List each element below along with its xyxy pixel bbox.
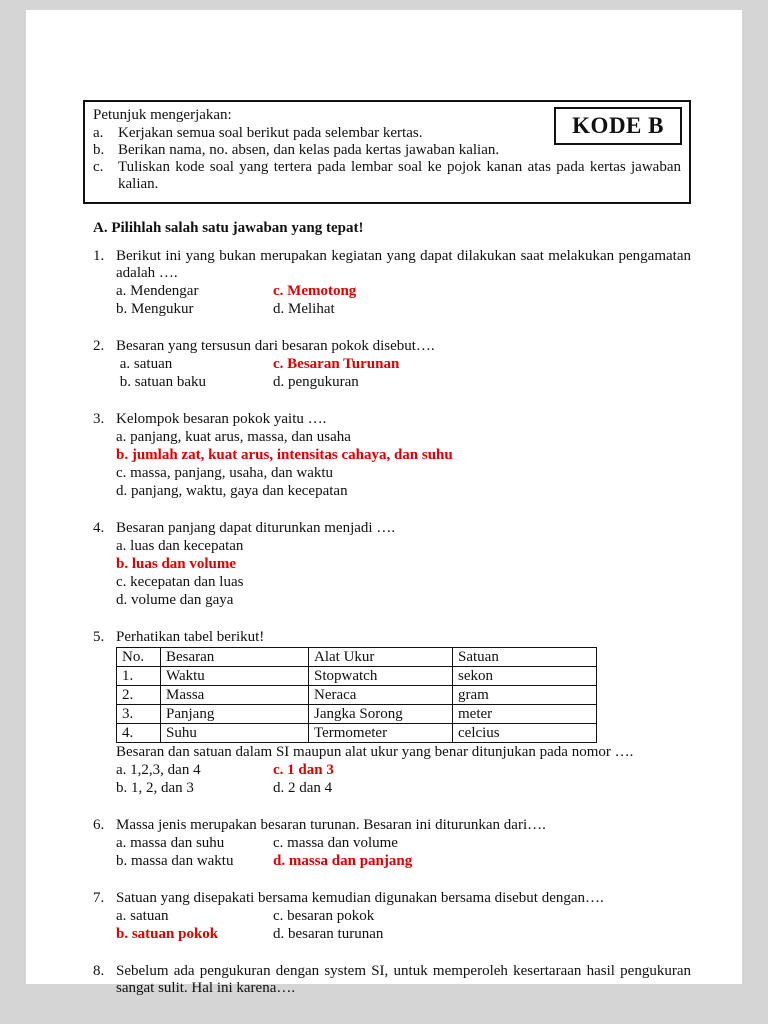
- table-cell: 3.: [117, 705, 161, 724]
- option-b: b. jumlah zat, kuat arus, intensitas cahaya, dan suhu: [116, 447, 453, 463]
- table-cell: sekon: [453, 667, 597, 686]
- question-body: [116, 338, 691, 391]
- option-a: a. massa dan suhu: [116, 835, 225, 851]
- question-follow-text: Besaran dan satuan dalam SI maupun alat ukur yang benar ditunjukan pada nomor ….: [116, 744, 634, 760]
- table-cell: Neraca: [309, 686, 453, 705]
- question-text: Berikut ini yang bukan merupakan kegiatan yang dapat dilakukan saat melakukan pengamatan adalah ….: [116, 248, 691, 281]
- option-c: c. massa dan volume: [273, 835, 398, 851]
- option-d: d. besaran turunan: [273, 926, 384, 942]
- instruction-item-text: Berikan nama, no. absen, dan kelas pada kertas jawaban kalian.: [118, 142, 500, 158]
- option-b: b. 1, 2, dan 3: [116, 780, 194, 796]
- option-a: a. Mendengar: [116, 283, 199, 299]
- instruction-box: [83, 100, 691, 204]
- option-c: c. massa, panjang, usaha, dan waktu: [116, 465, 334, 481]
- question-number: 6.: [93, 817, 105, 833]
- option-a: a. panjang, kuat arus, massa, dan usaha: [116, 429, 351, 445]
- exam-sheet-page: [26, 10, 742, 996]
- question-7: [93, 890, 691, 943]
- options-grid: [116, 907, 691, 943]
- options-list: [116, 537, 691, 609]
- question-text: Kelompok besaran pokok yaitu ….: [116, 411, 327, 427]
- table-cell: Waktu: [161, 667, 309, 686]
- question-6: [93, 817, 691, 870]
- question-2: [93, 338, 691, 391]
- option-c: c. 1 dan 3: [273, 762, 334, 778]
- question-5: [93, 629, 691, 797]
- options-grid: [116, 355, 691, 391]
- instruction-item-text: Tuliskan kode soal yang tertera pada lembar soal ke pojok kanan atas pada kertas jawaban kalian.: [118, 159, 681, 192]
- instruction-item-label: c.: [93, 159, 104, 175]
- instruction-item-label: a.: [93, 125, 104, 141]
- table-row: [117, 705, 597, 724]
- section-title: A. Pilihlah salah satu jawaban yang tepat!: [93, 220, 364, 236]
- question-body: [116, 411, 691, 500]
- question-text: Perhatikan tabel berikut!: [116, 629, 265, 645]
- question-number: 7.: [93, 890, 105, 906]
- table-row: [117, 686, 597, 705]
- instruction-item-label: b.: [93, 142, 105, 158]
- table-cell: 4.: [117, 724, 161, 743]
- option-a: a. luas dan kecepatan: [116, 538, 244, 554]
- question-body: [116, 520, 691, 609]
- option-d: d. panjang, waktu, gaya dan kecepatan: [116, 483, 348, 499]
- question-8: [93, 963, 691, 997]
- options-grid: [116, 834, 691, 870]
- question-text: Sebelum ada pengukuran dengan system SI, untuk memperoleh kesertaraan hasil pengukuran sangat sulit. Hal ini karena….: [116, 963, 691, 996]
- option-a: a. satuan: [116, 356, 173, 372]
- option-d: d. Melihat: [273, 301, 335, 317]
- table-header-cell: No.: [117, 648, 161, 667]
- measurement-table: [116, 647, 597, 743]
- instruction-item-text: Kerjakan semua soal berikut pada selembar kertas.: [118, 125, 423, 141]
- option-c: c. Besaran Turunan: [273, 356, 400, 372]
- option-b: b. satuan pokok: [116, 926, 219, 942]
- table-header-cell: Alat Ukur: [309, 648, 453, 667]
- question-1: [93, 248, 691, 318]
- option-d: d. volume dan gaya: [116, 592, 234, 608]
- exam-content: [83, 100, 691, 997]
- table-header-row: [117, 648, 597, 667]
- table-cell: meter: [453, 705, 597, 724]
- question-body: [116, 817, 691, 870]
- question-number: 8.: [93, 963, 105, 979]
- table-row: [117, 667, 597, 686]
- table-cell: Termometer: [309, 724, 453, 743]
- option-c: c. besaran pokok: [273, 908, 375, 924]
- instructions-title: Petunjuk mengerjakan:: [93, 107, 232, 123]
- question-body: [116, 248, 691, 318]
- option-d: d. massa dan panjang: [273, 853, 413, 869]
- question-4: [93, 520, 691, 609]
- option-a: a. 1,2,3, dan 4: [116, 762, 201, 778]
- question-number: 2.: [93, 338, 105, 354]
- option-b: b. Mengukur: [116, 301, 194, 317]
- question-body: [116, 629, 691, 797]
- option-c: c. Memotong: [273, 283, 357, 299]
- options-grid: [116, 761, 691, 797]
- question-text: Besaran panjang dapat diturunkan menjadi ….: [116, 520, 396, 536]
- question-text: Satuan yang disepakati bersama kemudian digunakan bersama disebut dengan….: [116, 890, 604, 906]
- option-a: a. satuan: [116, 908, 169, 924]
- exam-code-badge: KODE B: [554, 107, 682, 145]
- question-number: 3.: [93, 411, 105, 427]
- table-cell: celcius: [453, 724, 597, 743]
- question-number: 1.: [93, 248, 105, 264]
- question-3: [93, 411, 691, 500]
- question-number: 4.: [93, 520, 105, 536]
- option-c: c. kecepatan dan luas: [116, 574, 244, 590]
- option-b: b. luas dan volume: [116, 556, 237, 572]
- table-cell: gram: [453, 686, 597, 705]
- option-b: b. satuan baku: [116, 374, 206, 390]
- option-d: d. 2 dan 4: [273, 780, 333, 796]
- options-list: [116, 428, 691, 500]
- table-row: [117, 724, 597, 743]
- table-header-cell: Besaran: [161, 648, 309, 667]
- table-cell: Stopwatch: [309, 667, 453, 686]
- question-body: [116, 963, 691, 997]
- table-cell: Panjang: [161, 705, 309, 724]
- question-body: [116, 890, 691, 943]
- option-b: b. massa dan waktu: [116, 853, 234, 869]
- question-text: Massa jenis merupakan besaran turunan. Besaran ini diturunkan dari….: [116, 817, 546, 833]
- option-d: d. pengukuran: [273, 374, 359, 390]
- table-header-cell: Satuan: [453, 648, 597, 667]
- table-cell: 1.: [117, 667, 161, 686]
- instruction-item: [93, 159, 681, 193]
- question-number: 5.: [93, 629, 105, 645]
- table-cell: Massa: [161, 686, 309, 705]
- table-cell: Suhu: [161, 724, 309, 743]
- options-grid: [116, 282, 691, 318]
- table-cell: Jangka Sorong: [309, 705, 453, 724]
- question-text: Besaran yang tersusun dari besaran pokok disebut….: [116, 338, 435, 354]
- table-cell: 2.: [117, 686, 161, 705]
